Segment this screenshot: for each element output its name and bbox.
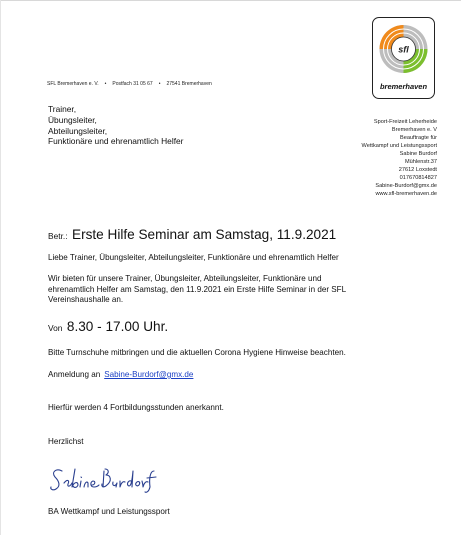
sender-org: SFL Bremerhaven e. V. <box>47 81 99 87</box>
seminar-time <box>48 318 168 336</box>
sfl-logo <box>372 17 435 99</box>
letter-subject <box>48 226 336 244</box>
logo-wordmark: bremerhaven <box>379 82 428 91</box>
body-paragraph <box>48 274 346 306</box>
contact-line: www.sfl-bremerhaven.de <box>375 191 437 197</box>
contact-line: Mühlenstr.37 <box>404 159 437 165</box>
recipient-line: Trainer, <box>48 104 77 114</box>
body-line: ehrenamtlich Helfer am Samstag, den 11.9.2021 ein Erste Hilfe Seminar in der SFL <box>48 284 347 294</box>
greeting-text: Liebe Trainer, Übungsleiter, Abteilungsleiter, Funktionäre und ehrenamtlich Helfer <box>48 253 339 262</box>
registration-line <box>48 370 193 381</box>
contact-line: Sport-Freizeit Leherheide <box>373 119 437 125</box>
sender-city: 27541 Bremerhaven <box>166 81 212 87</box>
registration-email-link[interactable]: Sabine-Burdorf@gmx.de <box>104 370 194 379</box>
logo-badge-text: sfl <box>398 44 409 55</box>
contact-line: Wettkampf und Leistungssport <box>361 143 437 149</box>
contact-line: Sabine Burdorf <box>399 151 437 157</box>
sender-pobox: Postfach 31 05 67 <box>112 81 153 87</box>
recipient-line: Funktionäre und ehrenamtlich Helfer <box>48 136 184 147</box>
contact-info-block <box>362 118 437 198</box>
recipient-line: Übungsleiter, <box>48 114 97 125</box>
handwritten-signature <box>48 459 158 502</box>
contact-line: Sabine-Burdorf@gmx.de <box>375 183 437 189</box>
contact-line: 017670814827 <box>399 175 437 181</box>
body-line: Vereinshaushalle an. <box>48 295 124 305</box>
time-range: 8.30 - 17.00 Uhr. <box>66 319 169 334</box>
contact-line: Bremerhaven e. V <box>391 127 437 133</box>
recipient-block <box>48 104 183 147</box>
sfl-emblem-icon <box>377 22 430 82</box>
page-top-border <box>0 0 461 1</box>
subject-title: Erste Hilfe Seminar am Samstag, 11.9.2021 <box>72 227 337 242</box>
page-left-border <box>0 0 1 535</box>
contact-line: Beauftragte für <box>399 135 437 141</box>
signer-role: BA Wettkampf und Leistungssport <box>48 507 170 516</box>
closing-text: Herzlichst <box>48 437 84 446</box>
notice-text: Bitte Turnschuhe mitbringen und die aktuellen Corona Hygiene Hinweise beachten. <box>48 348 346 357</box>
subject-prefix: Betr.: <box>48 231 68 241</box>
credits-text: Hierfür werden 4 Fortbildungsstunden anerkannt. <box>48 403 224 412</box>
recipient-line: Abteilungsleiter, <box>48 125 108 136</box>
body-line: Wir bieten für unsere Trainer, Übungsleiter, Abteilungsleiter, Funktionäre und <box>48 274 322 283</box>
signature-icon <box>48 459 158 497</box>
registration-label: Anmeldung an <box>48 370 101 379</box>
contact-line: 27612 Loxstedt <box>398 167 437 173</box>
time-prefix: Von <box>48 323 63 333</box>
sender-address-line: SFL Bremerhaven e. V. • Postfach 31 05 67 • 27541 Bremerhaven <box>47 81 212 87</box>
